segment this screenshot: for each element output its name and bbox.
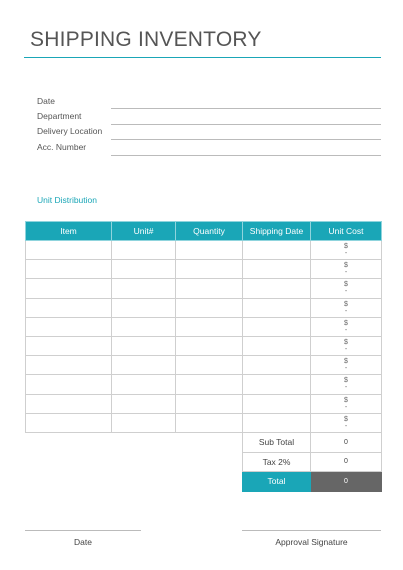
cost-value: - (344, 326, 348, 334)
currency-symbol: $ (344, 358, 348, 366)
date-field[interactable] (111, 108, 381, 109)
table-row (26, 298, 382, 317)
tax-label: Tax 2% (243, 452, 311, 472)
table-row (26, 241, 382, 260)
totals-table (242, 432, 382, 492)
subtotal-row (243, 433, 382, 453)
field-label-delivery-location: Delivery Location (37, 126, 103, 136)
shipping-date-cell[interactable] (243, 279, 311, 298)
item-cell[interactable] (26, 317, 112, 336)
currency-symbol: $ (344, 262, 348, 270)
cost-value: - (344, 269, 348, 277)
table-row (26, 336, 382, 355)
table-row (26, 394, 382, 413)
shipping-date-cell[interactable] (243, 298, 311, 317)
table-row (26, 260, 382, 279)
quantity-cell[interactable] (176, 336, 243, 355)
item-cell[interactable] (26, 394, 112, 413)
table-row (26, 317, 382, 336)
unit-cell[interactable] (112, 241, 176, 260)
unit-cost-cell[interactable] (311, 279, 382, 298)
item-cell[interactable] (26, 298, 112, 317)
quantity-cell[interactable] (176, 241, 243, 260)
total-row (243, 472, 382, 492)
item-cell[interactable] (26, 260, 112, 279)
approval-signature-label: Approval Signature (275, 537, 348, 547)
field-label-acc-number: Acc. Number (37, 142, 87, 152)
cost-value: - (344, 365, 348, 373)
shipping-date-cell[interactable] (243, 413, 311, 432)
cost-value: - (344, 307, 348, 315)
item-cell[interactable] (26, 241, 112, 260)
unit-cost-cell[interactable] (311, 336, 382, 355)
table-row (26, 356, 382, 375)
table-header-row (26, 222, 382, 241)
tax-value: 0 (311, 452, 382, 472)
total-label: Total (243, 472, 311, 492)
item-cell[interactable] (26, 356, 112, 375)
item-cell[interactable] (26, 375, 112, 394)
total-value: 0 (311, 472, 382, 492)
shipping-date-cell[interactable] (243, 260, 311, 279)
quantity-cell[interactable] (176, 279, 243, 298)
shipping-date-cell[interactable] (243, 241, 311, 260)
unit-cell[interactable] (112, 413, 176, 432)
shipping-date-cell[interactable] (243, 317, 311, 336)
unit-cost-cell[interactable] (311, 356, 382, 375)
currency-symbol: $ (344, 281, 348, 289)
subtotal-label: Sub Total (243, 433, 311, 453)
currency-symbol: $ (344, 243, 348, 251)
shipping-date-cell[interactable] (243, 375, 311, 394)
unit-cost-cell[interactable] (311, 317, 382, 336)
unit-cell[interactable] (112, 260, 176, 279)
unit-cost-cell[interactable] (311, 260, 382, 279)
unit-cost-cell[interactable] (311, 413, 382, 432)
item-cell[interactable] (26, 336, 112, 355)
quantity-cell[interactable] (176, 317, 243, 336)
title-divider (24, 57, 381, 58)
table-row (26, 279, 382, 298)
column-header-unit-cost: Unit Cost (311, 222, 382, 241)
approval-signature-line[interactable] (242, 530, 381, 531)
unit-cell[interactable] (112, 317, 176, 336)
cost-value: - (344, 288, 348, 296)
tax-row (243, 452, 382, 472)
unit-cost-cell[interactable] (311, 394, 382, 413)
shipping-date-cell[interactable] (243, 356, 311, 375)
department-field[interactable] (111, 124, 381, 125)
unit-cell[interactable] (112, 394, 176, 413)
date-signature-label: Date (74, 537, 92, 547)
currency-symbol: $ (344, 415, 348, 423)
shipping-date-cell[interactable] (243, 394, 311, 413)
item-cell[interactable] (26, 279, 112, 298)
acc-number-field[interactable] (111, 155, 381, 156)
shipping-date-cell[interactable] (243, 336, 311, 355)
delivery-location-field[interactable] (111, 139, 381, 140)
table-row (26, 413, 382, 432)
field-label-date: Date (37, 96, 55, 106)
table-row (26, 375, 382, 394)
unit-cost-cell[interactable] (311, 298, 382, 317)
currency-symbol: $ (344, 339, 348, 347)
unit-cell[interactable] (112, 375, 176, 394)
currency-symbol: $ (344, 300, 348, 308)
unit-cell[interactable] (112, 356, 176, 375)
column-header-unit: Unit# (112, 222, 176, 241)
unit-cell[interactable] (112, 336, 176, 355)
cost-value: - (344, 422, 348, 430)
unit-cell[interactable] (112, 298, 176, 317)
unit-distribution-table (25, 221, 382, 433)
quantity-cell[interactable] (176, 356, 243, 375)
item-cell[interactable] (26, 413, 112, 432)
section-title: Unit Distribution (37, 195, 97, 205)
column-header-quantity: Quantity (176, 222, 243, 241)
cost-value: - (344, 403, 348, 411)
currency-symbol: $ (344, 396, 348, 404)
cost-value: - (344, 250, 348, 258)
unit-cost-cell[interactable] (311, 375, 382, 394)
page-title: SHIPPING INVENTORY (30, 28, 262, 51)
currency-symbol: $ (344, 377, 348, 385)
date-signature-line[interactable] (25, 530, 141, 531)
column-header-item: Item (26, 222, 112, 241)
quantity-cell[interactable] (176, 375, 243, 394)
cost-value: - (344, 384, 348, 392)
cost-value: - (344, 346, 348, 354)
field-label-department: Department (37, 111, 82, 121)
unit-cell[interactable] (112, 279, 176, 298)
quantity-cell[interactable] (176, 413, 243, 432)
quantity-cell[interactable] (176, 394, 243, 413)
unit-cost-cell[interactable] (311, 241, 382, 260)
column-header-shipping-date: Shipping Date (243, 222, 311, 241)
quantity-cell[interactable] (176, 260, 243, 279)
currency-symbol: $ (344, 319, 348, 327)
subtotal-value: 0 (311, 433, 382, 453)
quantity-cell[interactable] (176, 298, 243, 317)
